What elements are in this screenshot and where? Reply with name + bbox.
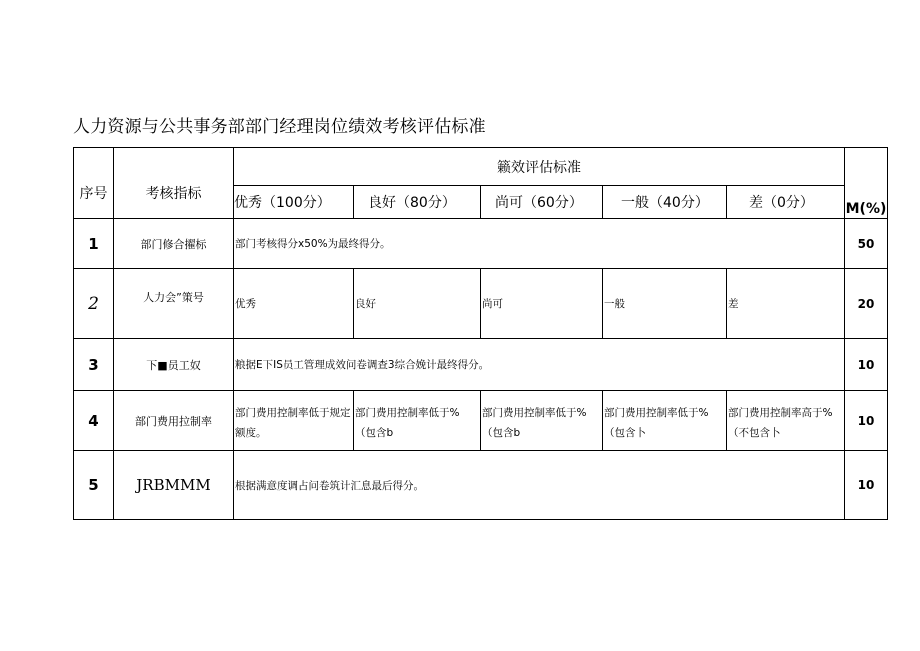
row-cell-good: 良好 <box>354 269 481 339</box>
document-title: 人力资源与公共事务部部门经理岗位绩效考核评估标准 <box>73 117 486 137</box>
row-cell-average: 一般 <box>603 269 727 339</box>
grade-good: 良好（80分） <box>354 186 481 219</box>
row-weight: 10 <box>845 339 888 391</box>
grade-excellent: 优秀（100分） <box>234 186 354 219</box>
grade-poor: 差（0分） <box>727 186 845 219</box>
row-indicator: 人力会”策号 <box>114 269 234 339</box>
row-standard: 根据满意度调占问卷筑计汇息最后得分。 <box>234 451 845 520</box>
row-weight: 20 <box>845 269 888 339</box>
row-number: 3 <box>74 339 114 391</box>
row-weight: 10 <box>845 451 888 520</box>
row-number: 4 <box>74 391 114 451</box>
row-cell-excellent: 优秀 <box>234 269 354 339</box>
row-weight: 10 <box>845 391 888 451</box>
grade-average: 一般（40分） <box>603 186 727 219</box>
evaluation-table <box>73 147 888 520</box>
table-row <box>74 269 888 339</box>
row-cell-poor: 部门费用控制率高于%（不包含卜 <box>727 391 845 451</box>
table-row <box>74 339 888 391</box>
grade-fair: 尚可（60分） <box>481 186 603 219</box>
row-cell-fair: 部门费用控制率低于%（包含b <box>481 391 603 451</box>
row-standard: 粮据E下IS员工管理成效问卷调查3综合娩计最终得分。 <box>234 339 845 391</box>
row-cell-good: 部门费用控制率低于%（包含b <box>354 391 481 451</box>
table-row <box>74 391 888 451</box>
table-row <box>74 451 888 520</box>
row-indicator: 下■员工奴 <box>114 339 234 391</box>
row-cell-fair: 尚可 <box>481 269 603 339</box>
row-number: 2 <box>74 269 114 339</box>
header-seq: 序号 <box>74 148 114 219</box>
row-indicator: 部门费用拉制率 <box>114 391 234 451</box>
table-row <box>74 219 888 269</box>
row-indicator: 部门修合擢标 <box>114 219 234 269</box>
header-indicator: 考核指标 <box>114 148 234 219</box>
header-weight: M(%) <box>845 148 888 219</box>
row-cell-poor: 差 <box>727 269 845 339</box>
row-cell-average: 部门费用控制率低于%（包含卜 <box>603 391 727 451</box>
row-cell-excellent: 部门费用控制率低于规定额度。 <box>234 391 354 451</box>
row-weight: 50 <box>845 219 888 269</box>
row-number: 5 <box>74 451 114 520</box>
row-standard: 部门考核得分x50%为最终得分。 <box>234 219 845 269</box>
row-indicator: JRBMMM <box>114 451 234 520</box>
header-standards: 籁效评估标准 <box>234 148 845 186</box>
row-number: 1 <box>74 219 114 269</box>
